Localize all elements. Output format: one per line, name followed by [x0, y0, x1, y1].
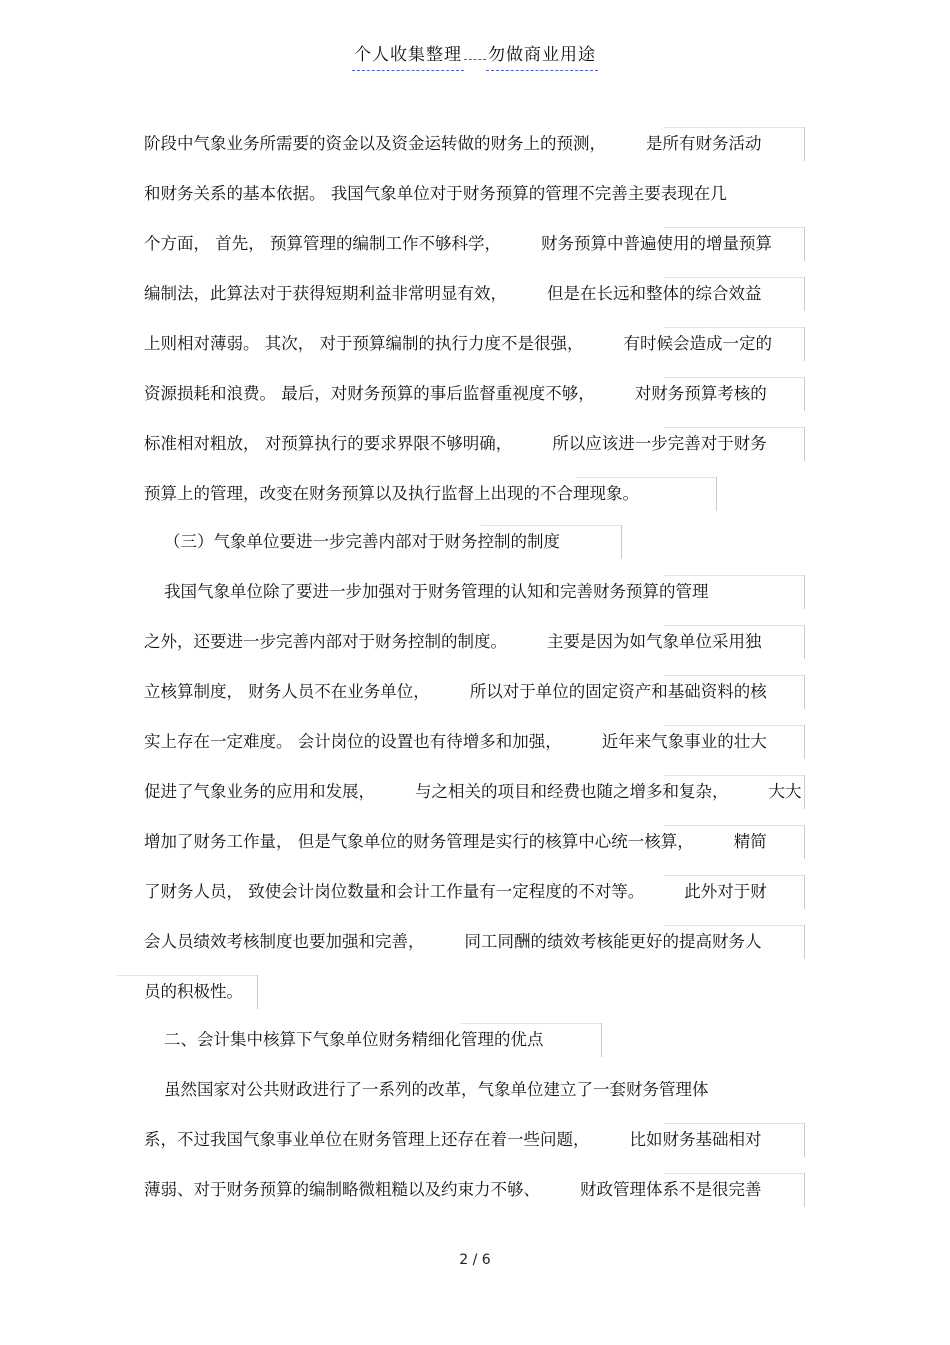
- text-segment: 资源损耗和浪费。 最后，对财务预算的事后监督重视度不够，: [144, 384, 595, 403]
- line-box-rule: [804, 277, 805, 311]
- text-segment: 促进了气象业务的应用和发展，: [144, 782, 375, 801]
- text-line: [144, 775, 802, 809]
- line-box-rule: [804, 377, 805, 411]
- text-segment: 此外对于财: [684, 882, 767, 901]
- text-line: [164, 575, 709, 609]
- text-line: [144, 875, 767, 909]
- line-box-rule: [804, 127, 805, 161]
- line-box-top-rule: [664, 327, 804, 328]
- text-segment: 上则相对薄弱。 其次， 对于预算编制的执行力度不是很强，: [144, 334, 584, 353]
- text-line: [164, 1023, 544, 1057]
- line-box-rule: [804, 1123, 805, 1157]
- line-box-rule: [804, 327, 805, 361]
- text-segment: 阶段中气象业务所需要的资金以及资金运转做的财务上的预测，: [144, 134, 606, 153]
- text-line: [164, 525, 560, 559]
- text-segment: 会人员绩效考核制度也要加强和完善，: [144, 932, 425, 951]
- header-right-text: 勿做商业用途: [486, 40, 598, 71]
- line-box-rule: [804, 775, 805, 809]
- text-segment: 增加了财务工作量， 但是气象单位的财务管理是实行的核算中心统一核算，: [144, 832, 694, 851]
- line-box-rule: [804, 625, 805, 659]
- text-segment: 财政管理体系不是很完善: [580, 1180, 762, 1199]
- text-line: [144, 427, 767, 461]
- text-line: [144, 725, 767, 759]
- text-segment: 同工同酬的绩效考核能更好的提高财务人: [464, 932, 762, 951]
- line-box-top-rule: [664, 875, 804, 876]
- line-box-rule: [804, 427, 805, 461]
- text-segment: 所以应该进一步完善对于财务: [552, 434, 767, 453]
- line-box-top-rule: [664, 1173, 804, 1174]
- text-segment: 标准相对粗放， 对预算执行的要求界限不够明确，: [144, 434, 513, 453]
- line-box-top-rule: [664, 427, 804, 428]
- text-segment: 比如财务基础相对: [629, 1130, 762, 1149]
- text-segment: 是所有财务活动: [646, 134, 762, 153]
- page-number: 2 / 6: [459, 1252, 491, 1268]
- text-line: [144, 127, 762, 161]
- line-box-rule: [804, 875, 805, 909]
- line-box-top-rule: [461, 1023, 601, 1024]
- line-box-rule: [804, 825, 805, 859]
- text-segment: 员的积极性。: [144, 982, 243, 1001]
- line-box-rule: [621, 525, 622, 559]
- text-segment: 实上存在一定难度。 会计岗位的设置也有待增多和加强，: [144, 732, 562, 751]
- line-box-top-rule: [664, 675, 804, 676]
- text-segment: 预算上的管理，改变在财务预算以及执行监督上出现的不合理现象。: [144, 484, 639, 503]
- text-segment: 个方面， 首先， 预算管理的编制工作不够科学，: [144, 234, 501, 253]
- text-segment: 系，不过我国气象事业单位在财务管理上还存在着一些问题，: [144, 1130, 590, 1149]
- text-segment: 虽然国家对公共财政进行了一系列的改革，气象单位建立了一套财务管理体: [164, 1080, 709, 1099]
- line-box-top-rule: [664, 575, 804, 576]
- line-box-rule: [804, 227, 805, 261]
- text-segment: 与之相关的项目和经费也随之增多和复杂，: [415, 782, 729, 801]
- line-box-top-rule: [481, 525, 621, 526]
- text-segment: 薄弱、对于财务预算的编制略微粗糙以及约束力不够、: [144, 1180, 540, 1199]
- text-line: [144, 825, 767, 859]
- text-line: [144, 1123, 762, 1157]
- text-segment: 近年来气象事业的壮大: [601, 732, 767, 751]
- text-segment: 对财务预算考核的: [634, 384, 767, 403]
- line-box-rule: [804, 675, 805, 709]
- text-line: [164, 1073, 709, 1107]
- line-box-top-rule: [664, 377, 804, 378]
- header-gap: [464, 54, 486, 60]
- text-line: [144, 975, 243, 1009]
- line-box-rule: [601, 1023, 602, 1057]
- text-segment: 所以对于单位的固定资产和基础资料的核: [469, 682, 767, 701]
- line-box-top-rule: [664, 1123, 804, 1124]
- text-line: [144, 1173, 762, 1207]
- line-box-top-rule: [664, 725, 804, 726]
- line-box-top-rule: [664, 227, 804, 228]
- text-segment: 精简: [733, 832, 767, 851]
- text-segment: 财务预算中普遍使用的增量预算: [541, 234, 772, 253]
- text-line: [144, 227, 772, 261]
- text-segment: 之外，还要进一步完善内部对于财务控制的制度。: [144, 632, 507, 651]
- line-box-top-rule: [576, 477, 716, 478]
- text-line: [144, 327, 772, 361]
- line-box-top-rule: [664, 775, 804, 776]
- text-line: [144, 925, 762, 959]
- text-segment: 有时候会造成一定的: [623, 334, 772, 353]
- line-box-top-rule: [664, 925, 804, 926]
- text-segment: 编制法，此算法对于获得短期利益非常明显有效，: [144, 284, 507, 303]
- line-box-rule: [804, 575, 805, 609]
- text-segment: 大大: [768, 782, 802, 801]
- line-box-top-rule: [664, 127, 804, 128]
- text-line: [144, 177, 727, 211]
- text-segment: 主要是因为如气象单位采用独: [547, 632, 762, 651]
- text-line: [144, 477, 639, 511]
- line-box-top-rule: [664, 625, 804, 626]
- line-box-rule: [257, 975, 258, 1009]
- text-segment: 但是在长远和整体的综合效益: [547, 284, 762, 303]
- text-segment: 二、会计集中核算下气象单位财务精细化管理的优点: [164, 1030, 544, 1049]
- text-line: [144, 377, 767, 411]
- text-segment: （三）气象单位要进一步完善内部对于财务控制的制度: [164, 532, 560, 551]
- header-left-text: 个人收集整理: [352, 40, 464, 71]
- page-header: [0, 40, 950, 71]
- text-segment: 了财务人员， 致使会计岗位数量和会计工作量有一定程度的不对等。: [144, 882, 645, 901]
- text-segment: 和财务关系的基本依据。 我国气象单位对于财务预算的管理不完善主要表现在几: [144, 184, 727, 203]
- line-box-top-rule: [664, 825, 804, 826]
- line-box-rule: [804, 1173, 805, 1207]
- text-segment: 我国气象单位除了要进一步加强对于财务管理的认知和完善财务预算的管理: [164, 582, 709, 601]
- text-line: [144, 625, 762, 659]
- text-line: [144, 675, 767, 709]
- line-box-rule: [716, 477, 717, 511]
- text-segment: 立核算制度， 财务人员不在业务单位，: [144, 682, 430, 701]
- line-box-top-rule: [664, 277, 804, 278]
- line-box-rule: [804, 725, 805, 759]
- line-box-top-rule: [117, 975, 257, 976]
- line-box-rule: [804, 925, 805, 959]
- text-line: [144, 277, 762, 311]
